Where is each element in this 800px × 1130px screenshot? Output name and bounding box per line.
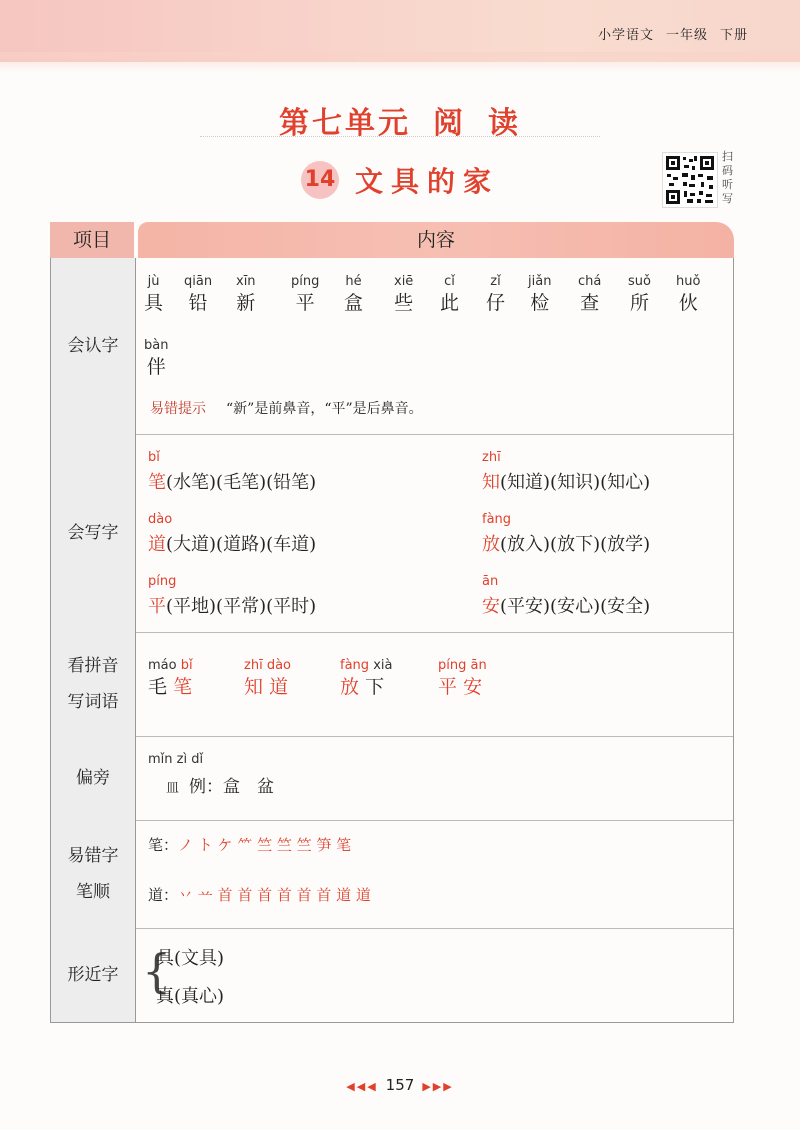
row-write (51, 434, 733, 633)
arrows-right-icon: ▶▶▶ (422, 1080, 454, 1093)
label-pinyin-words: 看拼音 写词语 (51, 632, 136, 736)
char-xin: xīn 新 (236, 274, 256, 314)
hint-text: “新”是前鼻音，“平”是后鼻音。 (226, 401, 423, 417)
pinyin-words-content (136, 632, 733, 736)
header-volume: 下册 (719, 28, 748, 43)
char-zi: zǐ 仔 (486, 274, 506, 314)
similar-line2: 真(真心) (156, 986, 225, 1007)
header-content: 内容 (138, 222, 734, 258)
write-content (136, 434, 733, 632)
row-similar (51, 928, 733, 1022)
label-radical: 偏旁 (51, 736, 136, 820)
lesson-number: 14 (301, 161, 339, 199)
label-recognize: 会认字 (51, 258, 136, 434)
label-similar: 形近字 (51, 928, 136, 1022)
recognize-content (136, 258, 733, 434)
row-recognize (51, 258, 733, 435)
stroke-order-dao: 道：丷 䒑 首 首 首 首 首 首 道 道 (148, 886, 371, 904)
word-pingan: píng ān 平 安 (438, 658, 487, 698)
error-hint (150, 398, 423, 418)
char-ban: bàn 伴 (144, 338, 169, 378)
unit-title-part3: 读 (488, 106, 521, 141)
qr-code-icon[interactable] (662, 152, 718, 208)
header-grade: 一年级 (665, 28, 708, 43)
row-pinyin-words (51, 632, 733, 737)
lesson-table (50, 222, 734, 1024)
write-item-dao: dào 道(大道)(道路)(车道) (148, 512, 317, 555)
label-write: 会写字 (51, 434, 136, 632)
page-number: 157 (385, 1076, 415, 1094)
radical-char: 皿 (166, 781, 180, 796)
char-he: hé 盒 (344, 274, 364, 314)
lesson-name: 文具的家 (354, 165, 499, 198)
table-header (50, 222, 734, 258)
arrows-left-icon: ◀◀◀ (346, 1080, 378, 1093)
stroke-order-content (136, 820, 733, 928)
title-divider (200, 136, 600, 137)
write-item-fang: fàng 放(放入)(放下)(放学) (482, 512, 651, 555)
unit-title-part2: 阅 (433, 106, 466, 141)
word-fangxia: fàng xià 放 下 (340, 658, 393, 698)
row-radical (51, 736, 733, 821)
word-maobi: máo bǐ 毛 笔 (148, 658, 193, 698)
qr-caption: 扫码听写 (722, 150, 733, 205)
header-item: 项目 (50, 222, 134, 258)
char-jian: jiǎn 检 (528, 274, 552, 314)
char-huo: huǒ 伙 (676, 274, 701, 314)
brace-icon: { (142, 944, 172, 998)
stroke-order-bi: 笔：ノ ト ケ ⺮ 竺 竺 竺 笋 笔 (148, 836, 352, 854)
radical-pinyin: mǐn zì dǐ (148, 752, 204, 767)
write-item-zhi: zhī 知(知道)(知识)(知心) (482, 450, 651, 493)
label-stroke-order: 易错字 笔顺 (51, 820, 136, 928)
similar-line1: 具(文具) (156, 948, 225, 969)
char-cha: chá 查 (578, 274, 602, 314)
similar-content (136, 928, 733, 1022)
write-item-ping: píng 平(平地)(平常)(平时) (148, 574, 317, 617)
unit-title-part1: 第七单元 (279, 106, 411, 141)
char-ping: píng 平 (291, 274, 320, 314)
write-item-bi: bǐ 笔(水笔)(毛笔)(铅笔) (148, 450, 317, 493)
book-header (586, 24, 748, 43)
hint-tag: 易错提示 (150, 401, 206, 417)
word-zhidao: zhī dào 知 道 (244, 658, 291, 698)
radical-example: 例：盒 盆 (189, 777, 275, 797)
char-qian: qiān 铅 (184, 274, 213, 314)
table-body (50, 258, 734, 1023)
header-subject: 小学语文 (597, 28, 654, 43)
row-stroke-order (51, 820, 733, 929)
page-footer (0, 1076, 800, 1094)
char-ci: cǐ 此 (440, 274, 460, 314)
write-item-an: ān 安(平安)(安心)(安全) (482, 574, 651, 617)
char-suo: suǒ 所 (628, 274, 651, 314)
radical-content (136, 736, 733, 820)
char-xie: xiē 些 (394, 274, 414, 314)
char-ju: jù 具 (144, 274, 164, 314)
radical-item (148, 752, 274, 802)
